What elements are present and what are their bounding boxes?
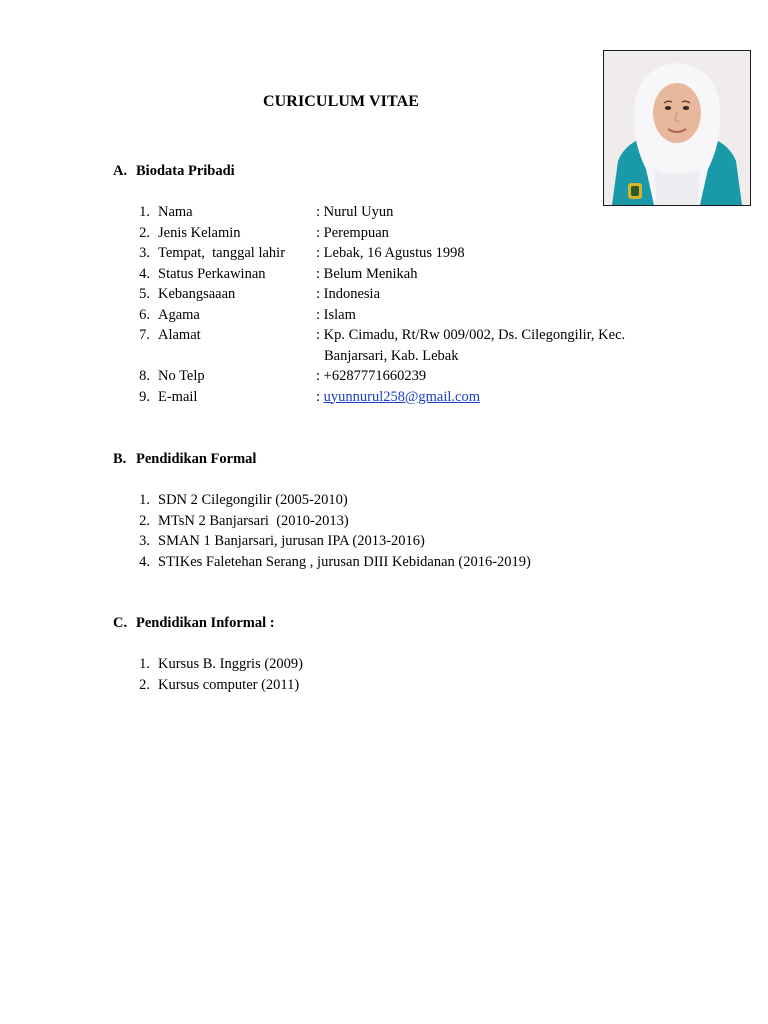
item-number: 2. xyxy=(139,512,150,529)
row-value: : +6287771660239 xyxy=(316,368,427,384)
section-c-letter: C. xyxy=(113,615,128,631)
item-text: STIKes Faletehan Serang , jurusan DIII Kebidanan (2016-2019) xyxy=(158,553,531,570)
item-text: MTsN 2 Banjarsari (2010-2013) xyxy=(158,512,349,529)
item-text: Kursus B. Inggris (2009) xyxy=(158,656,303,672)
row-label: Jenis Kelamin xyxy=(158,224,241,241)
row-value xyxy=(316,387,480,408)
item-number: 2. xyxy=(139,676,150,693)
row-value: : Belum Menikah xyxy=(316,265,418,282)
row-value-multiline xyxy=(316,325,625,366)
row-number: 2. xyxy=(139,224,150,241)
row-number: 1. xyxy=(139,204,150,220)
item-number: 4. xyxy=(139,553,150,570)
item-text: Kursus computer (2011) xyxy=(158,676,300,693)
row-label: Tempat, tanggal lahir xyxy=(158,245,286,261)
row-label: Alamat xyxy=(158,327,201,343)
row-value: : Nurul Uyun xyxy=(316,204,394,220)
row-number: 9. xyxy=(139,388,150,405)
item-number: 3. xyxy=(139,533,150,549)
row-label: Agama xyxy=(158,306,200,323)
row-value: : Kp. Cimadu, Rt/Rw 009/002, Ds. Cilegongilir, Kec. xyxy=(316,327,626,343)
item-number: 1. xyxy=(139,492,150,508)
profile-photo xyxy=(603,50,751,206)
section-c-title: Pendidikan Informal : xyxy=(136,615,275,631)
item-text: SMAN 1 Banjarsari, jurusan IPA (2013-2016) xyxy=(158,533,425,549)
row-number: 4. xyxy=(139,265,150,282)
row-value: : Perempuan xyxy=(316,224,389,241)
row-value-continuation: Banjarsari, Kab. Lebak xyxy=(324,347,459,364)
section-c-heading xyxy=(113,613,275,634)
portrait-photo-icon xyxy=(604,51,750,205)
section-b-title: Pendidikan Formal xyxy=(136,451,257,467)
email-prefix: : xyxy=(316,388,324,405)
section-a-title: Biodata Pribadi xyxy=(136,163,235,179)
row-label: Nama xyxy=(158,204,193,220)
section-b-heading xyxy=(113,449,256,470)
row-label: Kebangsaaan xyxy=(158,286,236,302)
item-text: SDN 2 Cilegongilir (2005-2010) xyxy=(158,492,348,508)
row-number: 5. xyxy=(139,286,150,302)
row-number: 7. xyxy=(139,327,150,343)
row-number: 8. xyxy=(139,368,150,384)
section-a-letter: A. xyxy=(113,163,128,179)
item-number: 1. xyxy=(139,656,150,672)
section-b-letter: B. xyxy=(113,451,127,467)
row-label: E-mail xyxy=(158,388,198,405)
row-number: 6. xyxy=(139,306,150,323)
row-value: : Islam xyxy=(316,306,356,323)
row-number: 3. xyxy=(139,245,150,261)
row-label: Status Perkawinan xyxy=(158,265,266,282)
email-link[interactable]: uyunnurul258@gmail.com xyxy=(323,388,480,405)
row-value: : Indonesia xyxy=(316,286,381,302)
row-value: : Lebak, 16 Agustus 1998 xyxy=(316,245,465,261)
page-title: CURICULUM VITAE xyxy=(262,93,420,110)
row-label: No Telp xyxy=(158,368,205,384)
section-a-heading xyxy=(113,161,235,182)
